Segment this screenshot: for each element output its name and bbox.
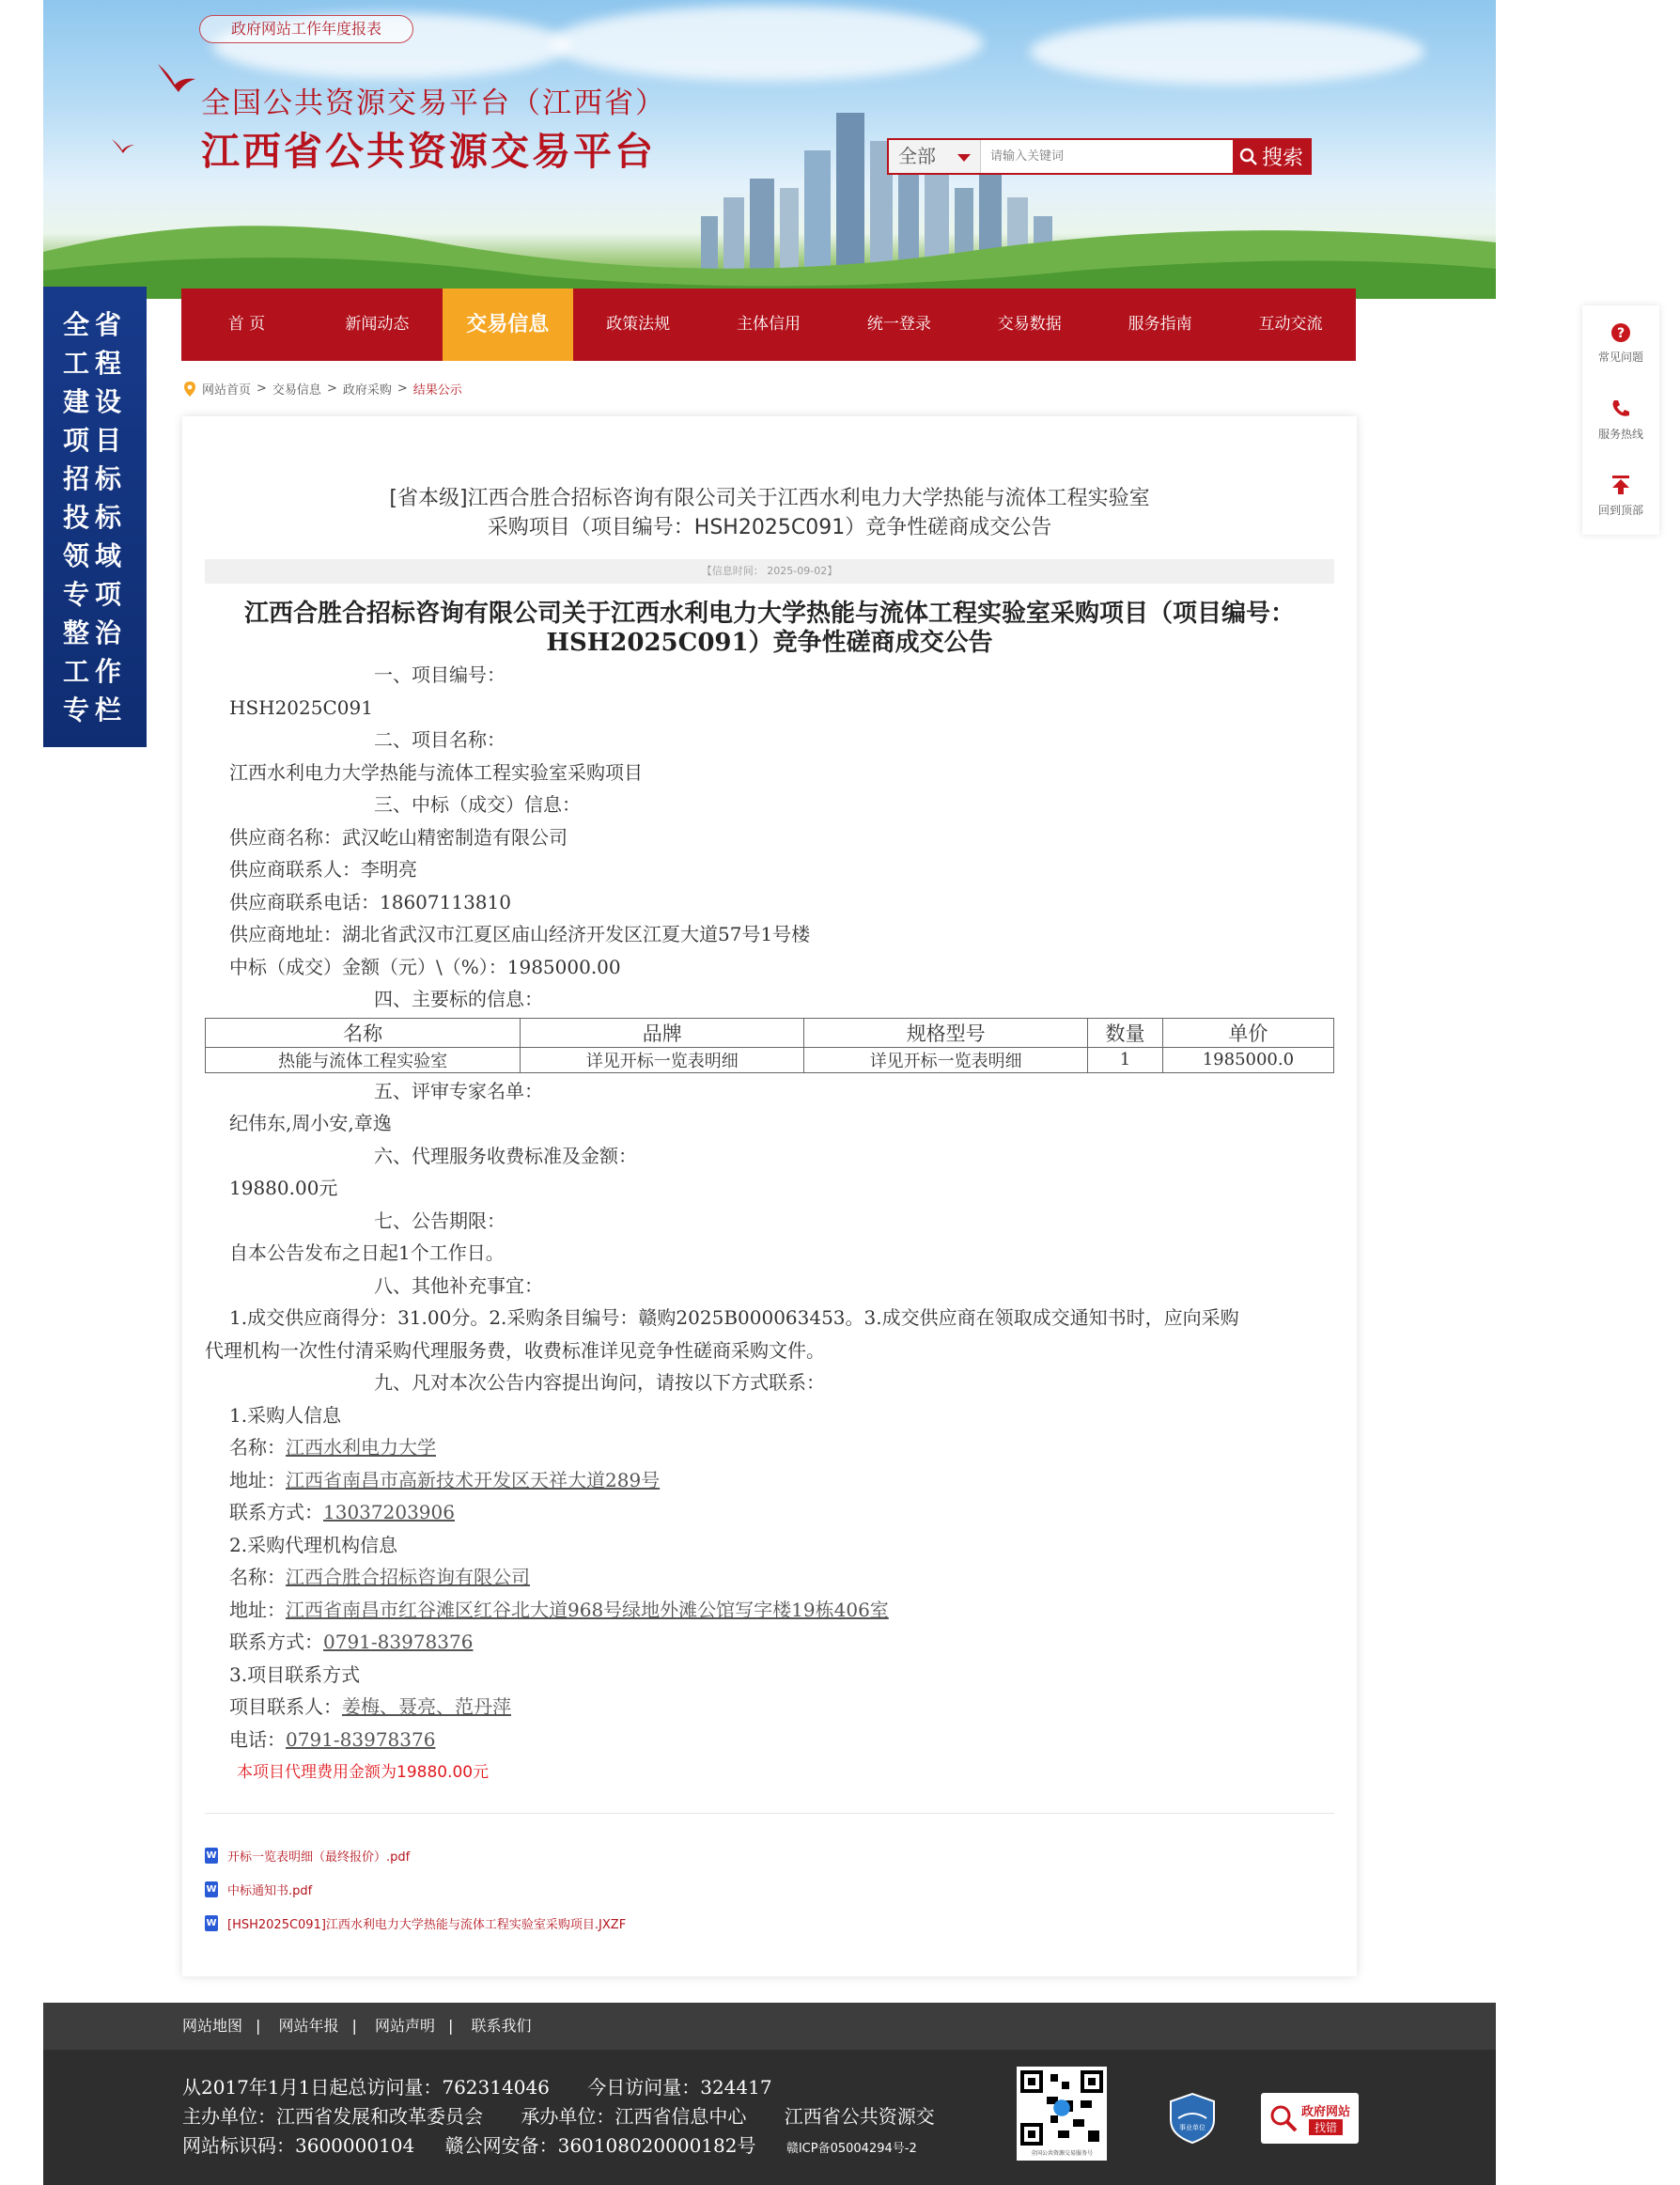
badge-error-text: 找错 xyxy=(1309,2119,1343,2135)
banner-line: 招标 xyxy=(62,463,127,494)
agent-tel: 0791-83978376 xyxy=(323,1631,474,1653)
field-label: 地址： xyxy=(229,1468,286,1491)
floating-toolbar xyxy=(1582,305,1659,535)
banner-line: 工作 xyxy=(62,656,127,687)
supplementary-text: 代理机构一次性付清采购代理服务费，收费标准详见竞争性磋商采购文件。 xyxy=(205,1338,825,1362)
table-header-cell: 名称 xyxy=(206,1018,521,1047)
table-cell: 热能与流体工程实验室 xyxy=(206,1047,521,1072)
footer-visits xyxy=(182,2072,772,2099)
subject-info-table xyxy=(205,1018,1334,1073)
divider xyxy=(205,1813,1334,1814)
footer-separator: | xyxy=(351,2017,357,2035)
section-heading: 七、公告期限： xyxy=(374,1209,506,1232)
footer-link-annual-report[interactable]: 网站年报 xyxy=(278,2017,339,2035)
agent-name: 江西合胜合招标咨询有限公司 xyxy=(286,1566,530,1588)
field-label: 名称： xyxy=(229,1436,286,1459)
project-tel-row xyxy=(205,1724,1334,1756)
banner-line: 投标 xyxy=(62,502,127,533)
location-pin-icon xyxy=(183,381,196,398)
field-label: 联系方式： xyxy=(229,1501,323,1523)
page-title xyxy=(182,484,1357,542)
platform-name: 江西省公共资源交 xyxy=(784,2105,935,2128)
attachment-link[interactable] xyxy=(205,1914,626,1932)
banner-line: 专项 xyxy=(62,579,127,610)
arrow-up-icon xyxy=(1610,474,1632,496)
footer-link-sitemap[interactable]: 网站地图 xyxy=(182,2017,243,2035)
phone-icon xyxy=(1610,398,1632,420)
footer-separator: | xyxy=(448,2017,454,2035)
site-logo-title: 江西省公共资源交易平台 xyxy=(201,129,656,174)
word-file-icon: W xyxy=(205,1915,218,1931)
search-scope-value: 全部 xyxy=(898,145,936,167)
bird-icon xyxy=(111,137,135,154)
badge-text xyxy=(1301,2101,1350,2135)
search-button-label: 搜索 xyxy=(1261,147,1303,170)
gov-site-error-report-badge[interactable] xyxy=(1261,2093,1359,2144)
section-heading: 六、代理服务收费标准及金额： xyxy=(374,1144,637,1167)
supplier-phone: 供应商联系电话：18607113810 xyxy=(229,890,511,913)
info-time: 【信息时间： 2025-09-02】 xyxy=(205,559,1334,584)
notice-period: 自本公告发布之日起1个工作日。 xyxy=(229,1241,505,1264)
magnifier-icon xyxy=(1269,2104,1298,2132)
agent-tel-row xyxy=(205,1626,1334,1659)
document-title-line: HSH2025C091）竞争性磋商成交公告 xyxy=(546,629,993,657)
attachment-link[interactable] xyxy=(205,1881,312,1898)
section-heading: 九、凡对本次公告内容提出询问，请按以下方式联系： xyxy=(374,1371,825,1394)
table-header-cell: 单价 xyxy=(1162,1018,1333,1047)
search-bar xyxy=(887,138,1312,175)
table-row xyxy=(206,1047,1334,1072)
footer-registration xyxy=(182,2130,917,2158)
breadcrumb-trade-info[interactable]: 交易信息 xyxy=(272,383,321,398)
qr-caption: 全国公共资源交易服务号 xyxy=(1030,2150,1093,2157)
cloud-decoration xyxy=(551,6,983,81)
agent-name-row xyxy=(205,1561,1334,1594)
project-contacts: 姜梅、聂亮、范丹萍 xyxy=(342,1695,511,1718)
supplementary-text: 1.成交供应商得分：31.00分。2.采购条目编号：赣购2025B000063453。3.成交供应商在领取成交通知书时，应向采购 xyxy=(229,1306,1239,1329)
table-header-cell: 数量 xyxy=(1088,1018,1163,1047)
attachment-name: 开标一览表明细（最终报价）.pdf xyxy=(227,1850,411,1865)
nav-item-service-guide[interactable]: 服务指南 xyxy=(1128,315,1192,334)
nav-item-policy[interactable]: 政策法规 xyxy=(606,315,671,334)
table-cell: 详见开标一览表明细 xyxy=(521,1047,804,1072)
special-column-banner[interactable] xyxy=(43,287,147,747)
section-heading: 三、中标（成交）信息： xyxy=(374,793,581,816)
article-card xyxy=(182,416,1357,1976)
back-to-top-label: 回到顶部 xyxy=(1597,504,1643,517)
banner-line: 建设 xyxy=(62,386,127,417)
buyer-name: 江西水利电力大学 xyxy=(286,1436,436,1459)
page-title-line: 采购项目（项目编号：HSH2025C091）竞争性磋商成交公告 xyxy=(487,516,1052,539)
buyer-heading: 1.采购人信息 xyxy=(229,1403,342,1427)
section-heading: 一、项目编号： xyxy=(374,663,506,686)
chevron-down-icon xyxy=(957,154,971,162)
site-logo-subtitle: 全国公共资源交易平台（江西省） xyxy=(201,86,666,120)
banner-line: 工程 xyxy=(62,348,127,379)
breadcrumb-current: 结果公示 xyxy=(412,383,462,398)
agent-address-row xyxy=(205,1594,1334,1627)
project-tel: 0791-83978376 xyxy=(286,1727,436,1751)
police-record: 赣公网安备：360108020000182号 xyxy=(444,2134,756,2157)
site-header xyxy=(43,0,1496,299)
svg-text:?: ? xyxy=(1616,326,1626,341)
hotline-button[interactable] xyxy=(1582,382,1659,458)
main-nav xyxy=(181,289,1356,361)
search-button[interactable] xyxy=(1233,140,1310,173)
project-code: HSH2025C091 xyxy=(229,695,373,719)
buyer-address: 江西省南昌市高新技术开发区天祥大道289号 xyxy=(286,1468,661,1491)
badge-gov-text: 政府网站 xyxy=(1300,2105,1350,2119)
word-file-icon: W xyxy=(205,1881,218,1897)
table-cell: 1 xyxy=(1088,1047,1163,1072)
page-title-line: [省本级]江西合胜合招标咨询有限公司关于江西水利电力大学热能与流体工程实验室 xyxy=(389,487,1150,510)
banner-line: 整治 xyxy=(62,617,127,648)
qr-code-icon xyxy=(1020,2070,1103,2146)
cloud-decoration xyxy=(1030,19,1424,85)
public-institution-badge-icon[interactable] xyxy=(1169,2092,1216,2145)
nav-item-credit[interactable]: 主体信用 xyxy=(737,315,801,334)
document-title xyxy=(205,600,1334,658)
host-unit: 主办单位：江西省发展和改革委员会 xyxy=(182,2105,483,2128)
banner-line: 专栏 xyxy=(62,695,127,726)
nav-item-login[interactable]: 统一登录 xyxy=(866,315,931,334)
breadcrumb-separator: > xyxy=(397,382,408,396)
banner-line: 全省 xyxy=(62,309,127,340)
project-name: 江西水利电力大学热能与流体工程实验室采购项目 xyxy=(229,760,643,784)
qr-code xyxy=(1017,2067,1107,2161)
breadcrumb-separator: > xyxy=(257,382,267,396)
award-amount: 中标（成交）金额（元）\（%）：1985000.00 xyxy=(229,955,621,978)
breadcrumb-separator: > xyxy=(326,382,337,396)
breadcrumb xyxy=(183,380,462,398)
search-scope-select[interactable] xyxy=(889,140,981,173)
project-contact-heading: 3.项目联系方式 xyxy=(229,1662,361,1686)
field-label: 联系方式： xyxy=(229,1631,323,1653)
faq-button[interactable] xyxy=(1582,305,1659,382)
section-heading: 五、评审专家名单： xyxy=(374,1079,543,1102)
field-label: 地址： xyxy=(229,1598,286,1621)
banner-line: 项目 xyxy=(62,425,127,456)
section-heading: 二、项目名称： xyxy=(374,728,506,751)
attachment-link[interactable] xyxy=(205,1847,410,1865)
faq-label: 常见问题 xyxy=(1597,351,1643,364)
table-header-cell: 规格型号 xyxy=(804,1018,1088,1047)
attachment-name: 中标通知书.pdf xyxy=(227,1884,313,1898)
table-header-cell: 品牌 xyxy=(521,1018,804,1047)
section-heading: 四、主要标的信息： xyxy=(374,988,543,1010)
project-contact-row xyxy=(205,1691,1334,1724)
breadcrumb-home[interactable]: 网站首页 xyxy=(202,383,252,398)
supplier-address: 供应商地址：湖北省武汉市江夏区庙山经济开发区江夏大道57号1号楼 xyxy=(229,923,811,945)
attachment-name: [HSH2025C091]江西水利电力大学热能与流体工程实验室采购项目.JXZF xyxy=(227,1918,627,1932)
back-to-top-button[interactable] xyxy=(1582,458,1659,534)
nav-item-trade-info[interactable]: 交易信息 xyxy=(443,289,573,361)
field-label: 项目联系人： xyxy=(229,1695,342,1718)
agency-fee: 19880.00元 xyxy=(229,1177,338,1199)
footer-link-contact[interactable]: 联系我们 xyxy=(471,2017,532,2035)
buyer-tel-row xyxy=(205,1496,1334,1529)
table-cell: 详见开标一览表明细 xyxy=(804,1047,1088,1072)
breadcrumb-gov-procurement[interactable]: 政府采购 xyxy=(342,383,392,398)
nav-item-trade-data[interactable]: 交易数据 xyxy=(997,315,1062,334)
field-label: 名称： xyxy=(229,1566,286,1588)
footer-host-info xyxy=(182,2101,1013,2129)
nav-item-interaction[interactable]: 互动交流 xyxy=(1258,315,1323,334)
footer-link-statement[interactable]: 网站声明 xyxy=(375,2017,436,2035)
icp-record[interactable]: 赣ICP备05004294号-2 xyxy=(786,2142,917,2156)
footer-links xyxy=(43,2003,1496,2050)
supplier-name: 供应商名称：武汉屹山精密制造有限公司 xyxy=(229,825,568,849)
search-icon xyxy=(1239,148,1258,166)
question-icon xyxy=(1610,322,1631,343)
banner-line: 领域 xyxy=(62,540,127,571)
agent-address: 江西省南昌市红谷滩区红谷北大道968号绿地外滩公馆写字楼19栋406室 xyxy=(286,1598,889,1621)
today-visits: 今日访问量：324417 xyxy=(587,2076,772,2099)
hotline-label: 服务热线 xyxy=(1597,428,1643,441)
table-header-row xyxy=(206,1018,1334,1047)
document-title-line: 江西合胜合招标咨询有限公司关于江西水利电力大学热能与流体工程实验室采购项目（项目编号： xyxy=(243,600,1295,628)
total-visits: 从2017年1月1日起总访问量：762314046 xyxy=(182,2076,550,2099)
nav-item-news[interactable]: 新闻动态 xyxy=(345,315,410,334)
agent-heading: 2.采购代理机构信息 xyxy=(229,1533,398,1556)
section-heading: 八、其他补充事宜： xyxy=(374,1273,543,1297)
agency-fee-note: 本项目代理费用金额为19880.00元 xyxy=(237,1763,490,1782)
bird-icon xyxy=(156,60,197,98)
table-cell: 1985000.0 xyxy=(1162,1047,1333,1072)
search-input[interactable] xyxy=(981,140,1233,173)
organizer-unit: 承办单位：江西省信息中心 xyxy=(521,2105,747,2128)
expert-list: 纪伟东,周小安,章逸 xyxy=(229,1112,392,1134)
footer-separator: | xyxy=(256,2017,261,2035)
field-label: 电话： xyxy=(229,1727,286,1751)
annual-report-link[interactable]: 政府网站工作年度报表 xyxy=(199,15,413,43)
article-body xyxy=(205,659,1334,1789)
badge-unit-text: 事业单位 xyxy=(1179,2124,1206,2131)
buyer-tel: 13037203906 xyxy=(323,1501,455,1523)
buyer-name-row xyxy=(205,1431,1334,1464)
buyer-address-row xyxy=(205,1464,1334,1497)
supplier-contact: 供应商联系人：李明亮 xyxy=(229,858,417,881)
nav-item-home[interactable]: 首 页 xyxy=(227,315,266,334)
site-footer xyxy=(43,2050,1496,2185)
site-id: 网站标识码：3600000104 xyxy=(182,2134,415,2157)
word-file-icon: W xyxy=(205,1848,218,1864)
green-hills-decoration xyxy=(43,186,1496,299)
